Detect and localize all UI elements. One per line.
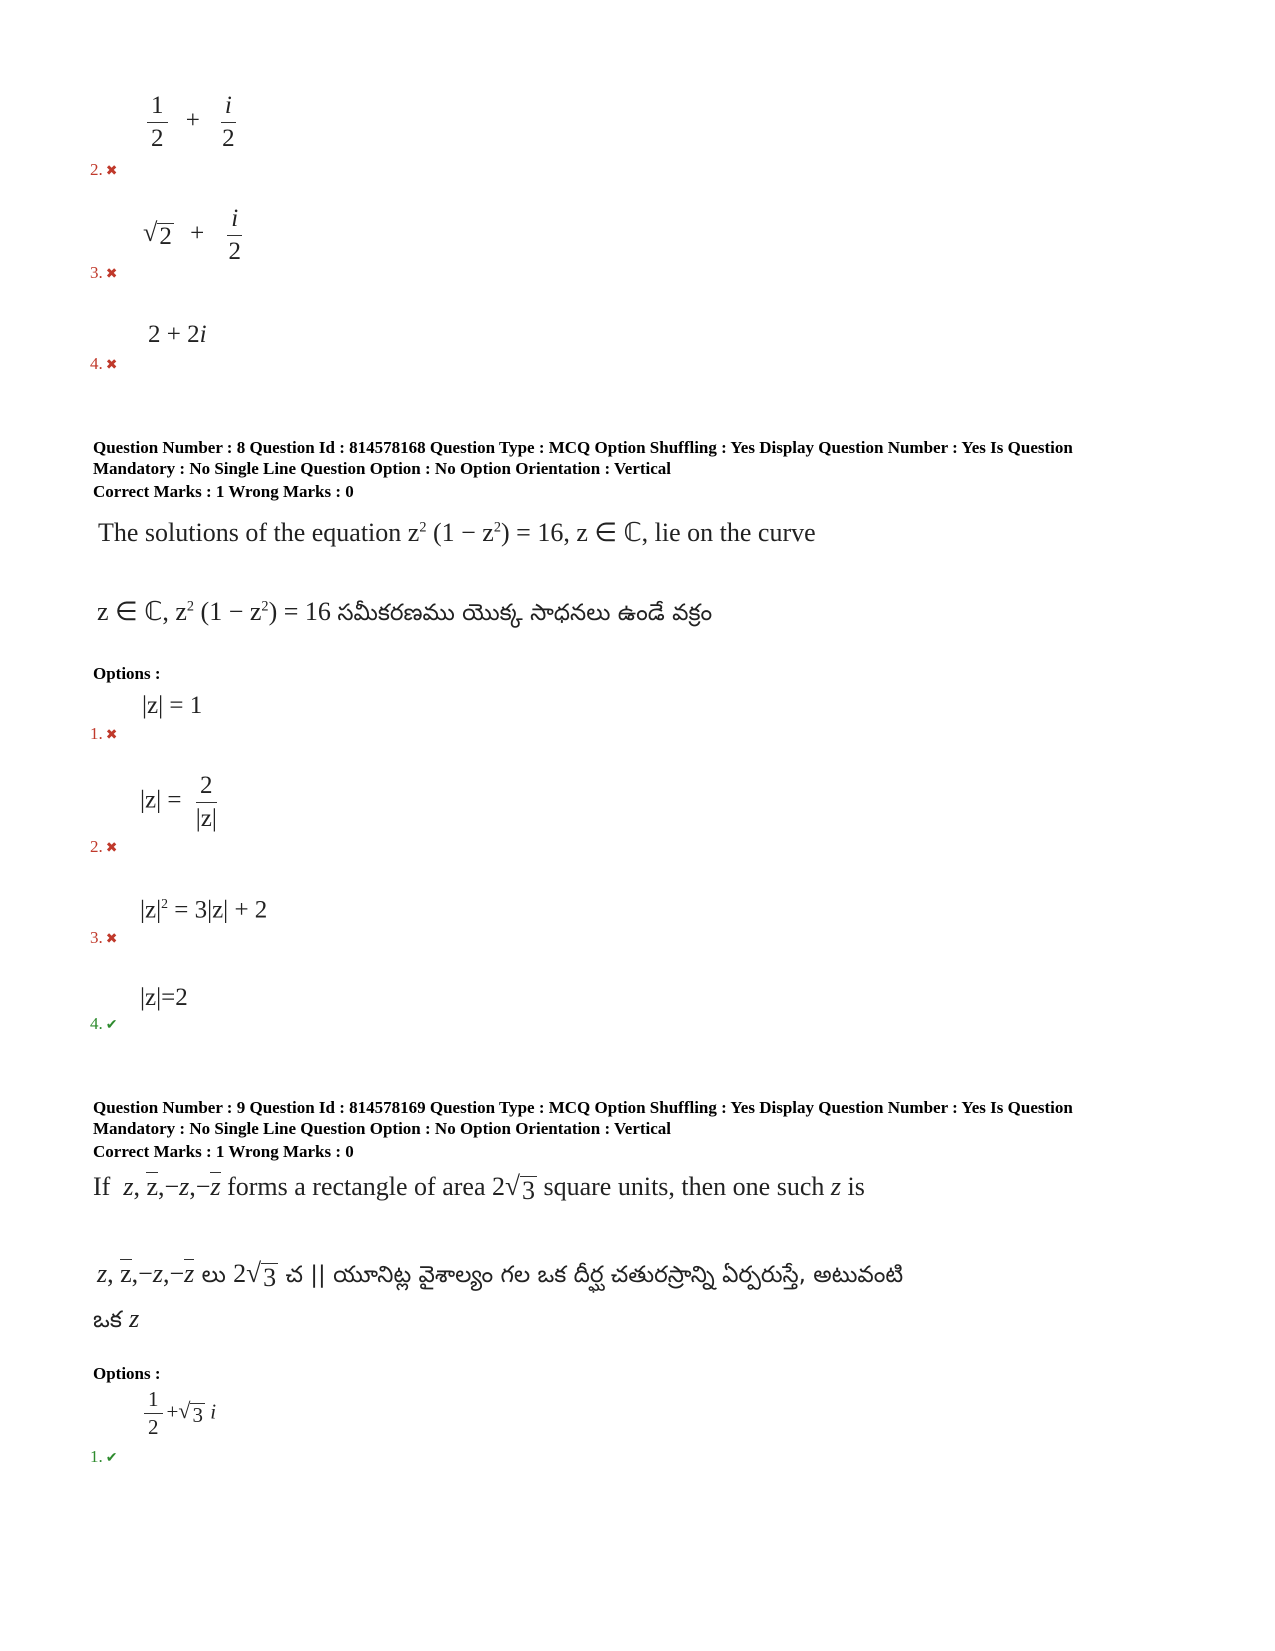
option-number: 1. ✔: [90, 1447, 118, 1466]
question-text-english: If z, z,−z,−z forms a rectangle of area 2 √ 3 square units, then one such z is: [93, 1171, 865, 1205]
question-text-telugu-line2: ఒక z: [93, 1304, 140, 1333]
fraction: $\frac{1}{2}$: [144, 1388, 163, 1439]
fraction: $\frac{2}{|z|}$: [195, 772, 217, 832]
fraction: $\frac{i}{2}$: [228, 205, 242, 265]
prev-option-3-math: 2 + 2i: [148, 321, 207, 348]
question-meta: Question Number : 9 Question Id : 814578169 Question Type : MCQ Option Shuffling : Yes Display Question Number : Yes Is Question Mandatory : No Single Line Question Option : No Option Orientation : Vertical: [93, 1098, 1073, 1138]
question-text-english: The solutions of the equation $z^2$ $(1 - z^2) = 16$, z ∈ ℂ, lie on the curve: [98, 518, 816, 547]
options-label: Options :: [93, 1364, 161, 1383]
option-number: 4. ✖: [90, 354, 118, 373]
question-text-telugu: z ∈ ℂ, $z^2$ $(1 - z^2) = 16$ సమీకరణము యొక్క సాధనలు ఉండే వక్రం: [97, 597, 713, 626]
option-number: 1. ✖: [90, 724, 118, 743]
check-icon: ✔: [105, 1451, 118, 1466]
option-number: 3. ✖: [90, 263, 118, 282]
prev-option-1-math: $\frac{1}{2}$ + $\frac{i}{2}$: [143, 92, 243, 152]
cross-icon: ✖: [105, 358, 118, 373]
option-1-math: $\frac{1}{2}$ + √ 3 i: [140, 1388, 216, 1439]
square-root: √ 3: [505, 1171, 535, 1205]
question-meta: Question Number : 8 Question Id : 814578168 Question Type : MCQ Option Shuffling : Yes Display Question Number : Yes Is Question Mandatory : No Single Line Question Option : No Option Orientation : Vertical: [93, 438, 1073, 478]
question-marks: Correct Marks : 1 Wrong Marks : 0: [93, 1142, 354, 1161]
option-4-math: |z|=2: [140, 984, 188, 1011]
options-label: Options :: [93, 664, 161, 683]
cross-icon: ✖: [105, 728, 118, 743]
option-2-math: |z| = $\frac{2}{|z|}$: [140, 772, 225, 832]
question-marks: Correct Marks : 1 Wrong Marks : 0: [93, 482, 354, 501]
cross-icon: ✖: [105, 164, 118, 179]
option-number: 2. ✖: [90, 837, 118, 856]
prev-option-2-math: √ 2 + $\frac{i}{2}$: [143, 205, 249, 265]
check-icon: ✔: [105, 1018, 118, 1033]
square-root: √ 2: [143, 217, 172, 250]
option-number: 3. ✖: [90, 928, 118, 947]
fraction: $\frac{i}{2}$: [222, 92, 235, 152]
cross-icon: ✖: [105, 932, 118, 947]
option-1-math: |z| = 1: [142, 692, 203, 719]
option-number: 2. ✖: [90, 160, 118, 179]
option-number: 4. ✔: [90, 1014, 118, 1033]
square-root: √ 3: [246, 1258, 277, 1292]
square-root: √ 3: [178, 1398, 203, 1428]
question-text-telugu: z, z,−z,−z లు 2 √ 3 చ || యూనిట్ల వైశాల్యం గల ఒక దీర్ఘ చతురస్రాన్ని ఏర్పరుస్తే, అటువంటి: [97, 1258, 904, 1292]
cross-icon: ✖: [105, 841, 118, 856]
option-3-math: $|z|^2 = 3|z| + 2$: [140, 896, 268, 924]
fraction: $\frac{1}{2}$: [147, 92, 168, 152]
cross-icon: ✖: [105, 267, 118, 282]
